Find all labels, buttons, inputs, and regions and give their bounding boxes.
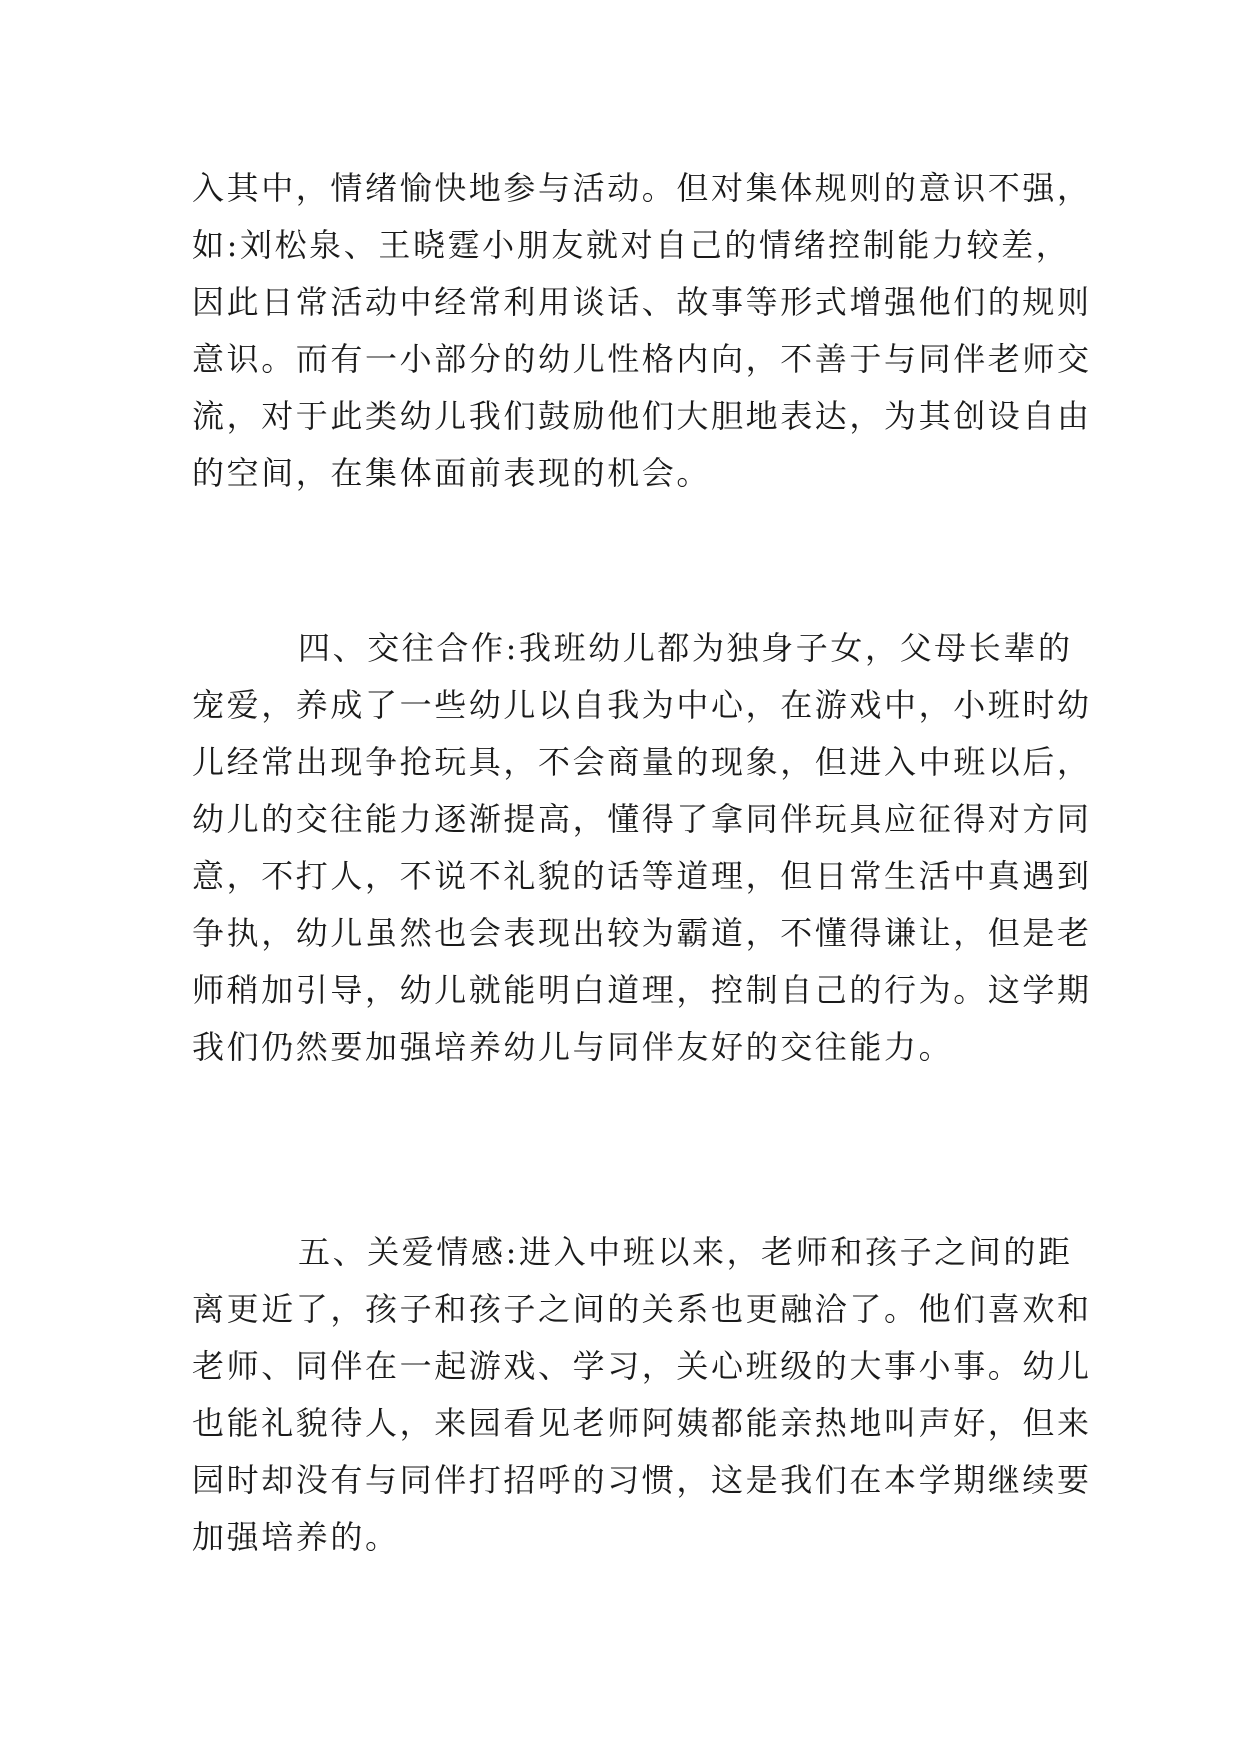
text-line: 儿经常出现争抢玩具，不会商量的现象，但进入中班以后， bbox=[192, 743, 1092, 781]
paragraph-3-care-emotion bbox=[192, 1224, 1092, 1566]
text-line: 加强培养的。 bbox=[192, 1518, 400, 1556]
text-line: 师稍加引导，幼儿就能明白道理，控制自己的行为。这学期 bbox=[192, 971, 1092, 1009]
text-line: 也能礼貌待人，来园看见老师阿姨都能亲热地叫声好，但来 bbox=[192, 1404, 1092, 1442]
text-line: 离更近了，孩子和孩子之间的关系也更融洽了。他们喜欢和 bbox=[192, 1290, 1092, 1328]
paragraph-2-social-cooperation bbox=[192, 620, 1092, 1076]
text-line: 园时却没有与同伴打招呼的习惯，这是我们在本学期继续要 bbox=[192, 1461, 1092, 1499]
text-line: 流，对于此类幼儿我们鼓励他们大胆地表达，为其创设自由 bbox=[192, 397, 1092, 435]
text-line: 五、关爱情感:进入中班以来，老师和孩子之间的距 bbox=[298, 1233, 1073, 1271]
text-line: 意，不打人，不说不礼貌的话等道理，但日常生活中真遇到 bbox=[192, 857, 1092, 895]
text-line: 宠爱，养成了一些幼儿以自我为中心，在游戏中，小班时幼 bbox=[192, 686, 1092, 724]
text-line: 我们仍然要加强培养幼儿与同伴友好的交往能力。 bbox=[192, 1028, 954, 1066]
text-line: 老师、同伴在一起游戏、学习，关心班级的大事小事。幼儿 bbox=[192, 1347, 1092, 1385]
text-line: 幼儿的交往能力逐渐提高，懂得了拿同伴玩具应征得对方同 bbox=[192, 800, 1092, 838]
text-line: 入其中，情绪愉快地参与活动。但对集体规则的意识不强， bbox=[192, 169, 1092, 207]
text-line: 因此日常活动中经常利用谈话、故事等形式增强他们的规则 bbox=[192, 283, 1092, 321]
text-line: 意识。而有一小部分的幼儿性格内向，不善于与同伴老师交 bbox=[192, 340, 1092, 378]
text-line: 争执，幼儿虽然也会表现出较为霸道，不懂得谦让，但是老 bbox=[192, 914, 1092, 952]
text-line: 的空间，在集体面前表现的机会。 bbox=[192, 454, 712, 492]
text-line: 如:刘松泉、王晓霆小朋友就对自己的情绪控制能力较差， bbox=[192, 226, 1071, 264]
paragraph-1 bbox=[192, 160, 1092, 502]
text-line: 四、交往合作:我班幼儿都为独身子女，父母长辈的 bbox=[298, 629, 1073, 667]
